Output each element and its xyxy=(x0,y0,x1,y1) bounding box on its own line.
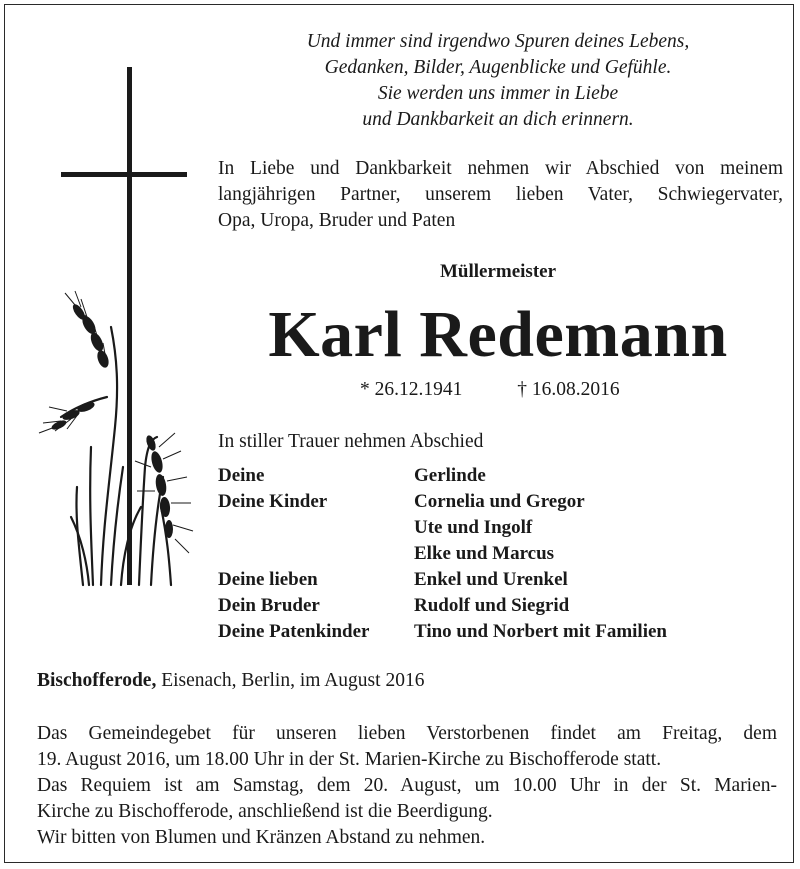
service-line: Wir bitten von Blumen und Kränzen Abstand zu nehmen. xyxy=(37,827,486,848)
farewell-intro xyxy=(218,156,783,234)
mourner-relation: Deine xyxy=(218,465,265,486)
mourner-row xyxy=(218,515,667,541)
place-primary: Bischofferode, xyxy=(37,670,157,691)
place-rest: Eisenach, Berlin, im August 2016 xyxy=(161,670,425,691)
mourner-names: Cornelia und Gregor xyxy=(414,491,585,512)
mourner-relation: Deine Kinder xyxy=(218,491,328,512)
poem-line: Sie werden uns immer in Liebe xyxy=(377,83,619,104)
mourners-intro: In stiller Trauer nehmen Abschied xyxy=(218,431,484,452)
memorial-poem xyxy=(205,29,791,133)
mourner-row xyxy=(218,593,667,619)
service-line: Das Requiem ist am Samstag, dem 20. August, um 10.00 Uhr in der St. Marien- xyxy=(37,775,777,796)
mourner-relation xyxy=(218,541,414,567)
poem-line: und Dankbarkeit an dich erinnern. xyxy=(362,109,634,130)
intro-line: Opa, Uropa, Bruder und Paten xyxy=(218,210,456,231)
intro-line: langjährigen Partner, unserem lieben Vater, Schwiegervater, xyxy=(218,184,783,205)
mourner-names: Rudolf und Siegrid xyxy=(414,595,570,616)
death-date: † 16.08.2016 xyxy=(517,379,620,400)
occupation-title: Müllermeister xyxy=(439,261,557,282)
service-line: Kirche zu Bischofferode, anschließend ist die Beerdigung. xyxy=(37,801,493,822)
poem-line: Und immer sind irgendwo Spuren deines Lebens, xyxy=(306,31,690,52)
mourner-names: Tino und Norbert mit Familien xyxy=(414,621,667,642)
mourner-row xyxy=(218,541,667,567)
mourner-row xyxy=(218,463,667,489)
mourner-names: Gerlinde xyxy=(414,465,486,486)
poem-line: Gedanken, Bilder, Augenblicke und Gefühle. xyxy=(324,57,672,78)
cross-and-wheat-icon xyxy=(31,67,201,587)
life-dates xyxy=(360,379,620,401)
mourner-relation: Deine Patenkinder xyxy=(218,621,370,642)
service-info xyxy=(37,721,777,851)
mourner-relation: Deine lieben xyxy=(218,569,318,590)
mourner-relation xyxy=(218,515,414,541)
mourner-names: Elke und Marcus xyxy=(414,543,555,564)
mourner-row xyxy=(218,567,667,593)
birth-date: * 26.12.1941 xyxy=(360,379,463,400)
intro-line: In Liebe und Dankbarkeit nehmen wir Abschied von meinem xyxy=(218,158,783,179)
deceased-name: Karl Redemann xyxy=(268,298,728,371)
mourner-names: Ute und Ingolf xyxy=(414,517,533,538)
obituary-notice xyxy=(4,4,794,863)
service-line: 19. August 2016, um 18.00 Uhr in der St. Marien-Kirche zu Bischofferode statt. xyxy=(37,749,662,770)
mourner-names: Enkel und Urenkel xyxy=(414,569,568,590)
mourners-list xyxy=(218,463,667,645)
mourner-row xyxy=(218,619,667,645)
mourner-relation: Dein Bruder xyxy=(218,595,320,616)
mourner-row xyxy=(218,489,667,515)
service-line: Das Gemeindegebet für unseren lieben Verstorbenen findet am Freitag, dem xyxy=(37,723,777,744)
place-and-date xyxy=(37,670,424,692)
